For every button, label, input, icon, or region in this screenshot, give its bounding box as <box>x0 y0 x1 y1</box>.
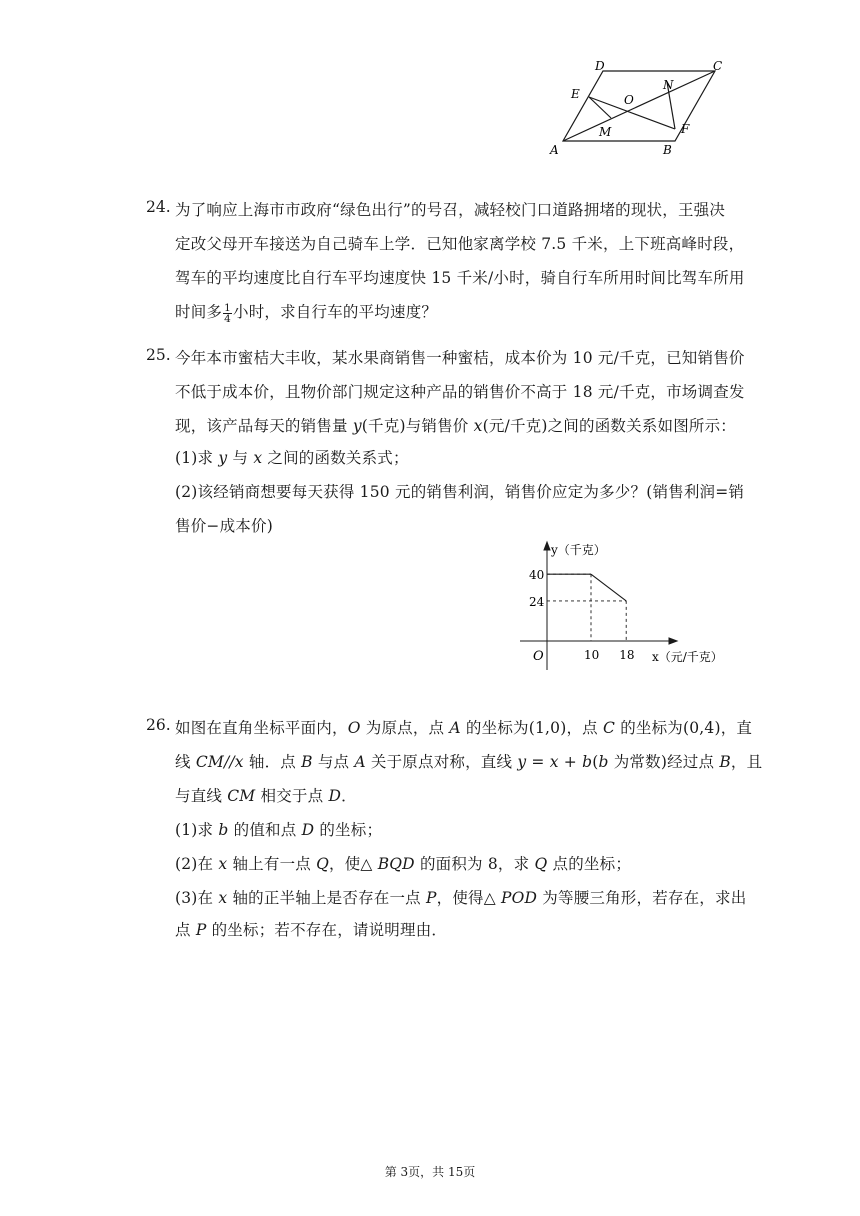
point-c: C <box>603 719 616 737</box>
var-y: y <box>352 417 362 435</box>
q26-text: ，使得△ <box>436 889 501 907</box>
q26-text: ，使△ <box>329 855 378 873</box>
q25-line5: (2)该经销商想要每天获得 150 元的销售利润，销售价应定为多少？(销售利润=销 <box>175 483 745 501</box>
series-line-segment <box>591 574 626 601</box>
q26-text: 轴．点 <box>243 753 302 771</box>
point-b: B <box>301 753 313 771</box>
label-e: E <box>571 87 580 101</box>
point-p: P <box>195 921 207 939</box>
point-o: O <box>347 719 361 737</box>
y-tick-label: 24 <box>529 594 545 609</box>
point-b: B <box>719 753 731 771</box>
label-m: M <box>599 125 612 139</box>
q25-line1: 今年本市蜜桔大丰收，某水果商销售一种蜜桔，成本价为 10 元/千克，已知销售价 <box>175 349 745 367</box>
q26-text: (1)求 <box>175 821 219 839</box>
var-x: x <box>473 417 483 435</box>
q24-line3: 驾车的平均速度比自行车平均速度快 15 千米/小时，骑自行车所用时间比驾车所用 <box>175 269 745 287</box>
page-footer: 第 3页，共 15页 <box>384 1165 476 1179</box>
q26-text: 的坐标；若不存在，请说明理由． <box>206 921 448 939</box>
q26-text: 如图在直角坐标平面内， <box>175 719 348 737</box>
one-quarter-fraction <box>223 303 232 324</box>
point-a: A <box>354 753 366 771</box>
q24-line2: 定改父母开车接送为自己骑车上学．已知他家离学校 7.5 千米，上下班高峰时段， <box>175 235 745 253</box>
q25-l4-c: 之间的函数关系式； <box>262 449 409 467</box>
q26-text: 轴的正半轴上是否存在一点 <box>227 889 426 907</box>
fraction-denominator: 4 <box>224 312 231 325</box>
var-x: x <box>218 855 228 873</box>
var-y: y <box>218 449 228 467</box>
y-axis-label: y（千克） <box>551 543 606 557</box>
q26-text: 为原点，点 <box>360 719 450 737</box>
origin-label: O <box>533 649 544 664</box>
q26-text: 点 <box>175 921 196 939</box>
q25-l4-a: (1)求 <box>175 449 219 467</box>
q26-text: 轴上有一点 <box>227 855 317 873</box>
q26-text: 与点 <box>312 753 355 771</box>
q25-line4 <box>175 446 409 468</box>
point-d: D <box>301 821 315 839</box>
fraction-numerator: 1 <box>224 301 231 314</box>
q25-l4-b: 与 <box>227 449 254 467</box>
line-cm-parallel: CM//x <box>195 753 244 771</box>
q26-text: (3)在 <box>175 889 219 907</box>
q25-line3 <box>175 414 736 436</box>
q26-line1 <box>175 716 752 738</box>
q26-text: 点的坐标； <box>547 855 632 873</box>
q26-text: 的坐标； <box>314 821 383 839</box>
q26-number: 26. <box>146 716 171 734</box>
triangle-bqd: BQD <box>377 855 415 873</box>
q26-line4 <box>175 818 382 840</box>
q26-text: 的坐标为(0,4)，直 <box>615 719 753 737</box>
line-em <box>589 97 611 118</box>
q24-line4 <box>175 300 437 324</box>
point-q: Q <box>534 855 548 873</box>
q26-line5 <box>175 852 631 874</box>
q24-line1: 为了响应上海市市政府“绿色出行”的号召，减轻校门口道路拥堵的现状，王强决 <box>175 201 726 219</box>
point-p: P <box>426 889 437 907</box>
x-axis-label: x（元/千克） <box>652 650 723 664</box>
triangle-pod: POD <box>501 889 538 907</box>
price-sales-chart <box>515 536 730 676</box>
q26-line7 <box>175 918 447 940</box>
q24-line4-post: 小时，求自行车的平均速度？ <box>233 303 438 321</box>
var-x: x <box>218 889 228 907</box>
label-d: D <box>595 60 605 73</box>
line-cm: CM <box>227 787 256 805</box>
label-o: O <box>624 93 634 107</box>
q25-line6: 售价−成本价) <box>175 517 273 535</box>
label-c: C <box>713 60 723 73</box>
q26-text: 与直线 <box>175 787 228 805</box>
var-x: x <box>253 449 263 467</box>
q25-number: 25. <box>146 346 171 364</box>
q26-text: 线 <box>175 753 196 771</box>
q26-line3 <box>175 784 357 806</box>
q26-line6 <box>175 886 746 908</box>
line-equation: y = x + b <box>517 753 593 771</box>
q26-line2 <box>175 750 762 772</box>
q26-text: ． <box>341 787 357 805</box>
q26-text: 的坐标为(1,0)，点 <box>460 719 603 737</box>
q26-text: 相交于点 <box>255 787 329 805</box>
q25-l3-c: (元/千克)之间的函数关系如图所示： <box>482 417 736 435</box>
q25-l3-b: (千克)与销售价 <box>361 417 474 435</box>
q26-text: ，且 <box>730 753 763 771</box>
point-a: A <box>449 719 461 737</box>
q26-text: ( <box>592 753 599 771</box>
x-axis-arrow <box>669 638 677 644</box>
label-f: F <box>681 122 690 136</box>
label-n: N <box>663 78 674 92</box>
q25-l3-a: 现，该产品每天的销售量 <box>175 417 353 435</box>
diagonal-ac <box>563 71 715 141</box>
q24-number: 24. <box>146 198 171 216</box>
x-tick-label: 10 <box>584 648 600 662</box>
parallelogram-figure <box>545 60 735 160</box>
q26-text: 的面积为 8，求 <box>414 855 535 873</box>
q26-text: 为等腰三角形，若存在，求出 <box>537 889 747 907</box>
q26-text: 的值和点 <box>228 821 302 839</box>
var-b: b <box>598 753 609 771</box>
point-d: D <box>328 787 342 805</box>
q25-line2: 不低于成本价，且物价部门规定这种产品的销售价不高于 18 元/千克，市场调查发 <box>175 383 745 401</box>
q26-text: 为常数)经过点 <box>608 753 720 771</box>
var-b: b <box>218 821 229 839</box>
label-b: B <box>663 143 672 157</box>
y-axis-arrow <box>544 542 550 550</box>
x-tick-label: 18 <box>619 648 635 662</box>
q26-text: 关于原点对称，直线 <box>365 753 518 771</box>
q26-text: (2)在 <box>175 855 219 873</box>
q24-line4-pre: 时间多 <box>175 303 223 321</box>
label-a: A <box>550 143 559 157</box>
point-q: Q <box>316 855 330 873</box>
y-tick-label: 40 <box>529 568 545 583</box>
